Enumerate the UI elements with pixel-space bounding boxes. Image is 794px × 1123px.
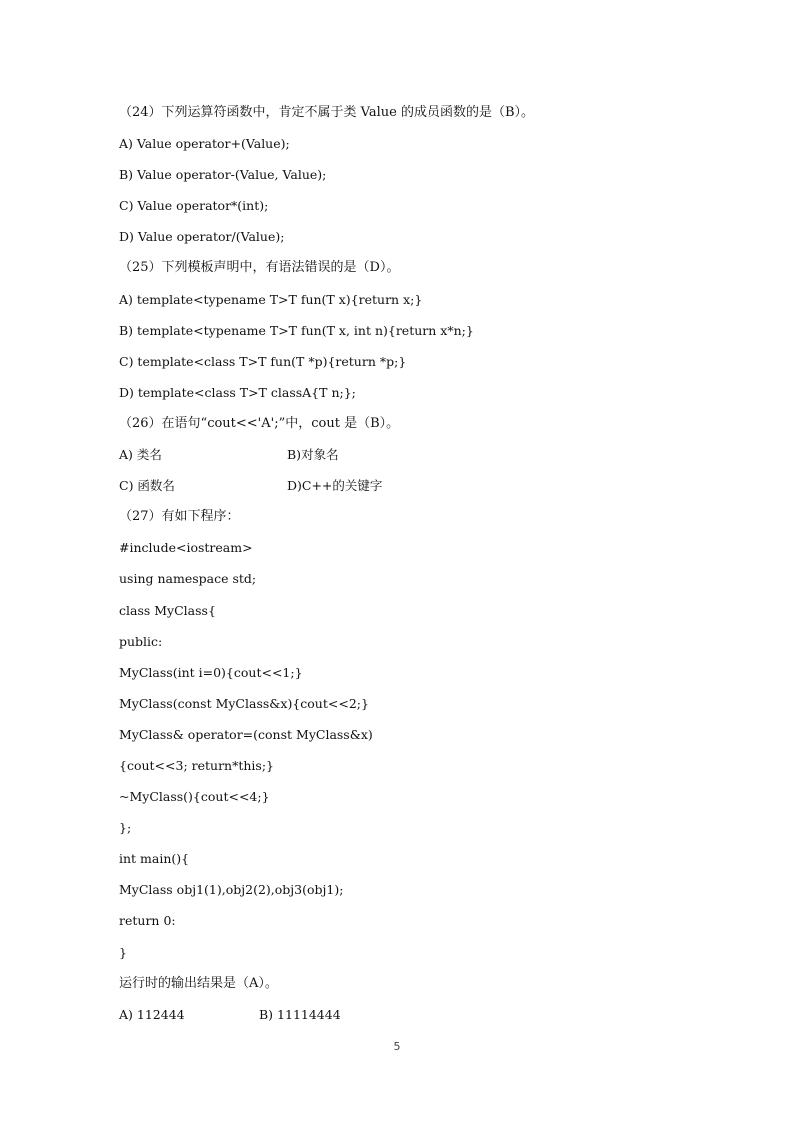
- code-line: using namespace std;: [119, 571, 257, 587]
- question-24-option-a: A) Value operator+(Value);: [119, 136, 290, 152]
- question-26-option-a: A) 类名: [119, 447, 162, 463]
- question-24-title: （24）下列运算符函数中，肯定不属于类 Value 的成员函数的是（B）。: [119, 105, 535, 120]
- code-line: {cout<<3; return*this;}: [119, 757, 275, 773]
- question-27-result-line: 运行时的输出结果是（A）。: [119, 975, 278, 991]
- code-line: public:: [119, 633, 163, 649]
- code-line: };: [119, 820, 132, 836]
- question-26-options-row-1: [119, 444, 759, 475]
- code-line: ~MyClass(){cout<<4;}: [119, 789, 270, 805]
- question-24-option-d: D) Value operator/(Value);: [119, 229, 285, 245]
- question-26-title: （26）在语句“cout<<'A';”中，cout 是（B）。: [119, 415, 400, 431]
- page-content: [119, 102, 759, 1035]
- question-26-option-d: D)C++的关键字: [287, 478, 383, 494]
- question-27-option-a: A) 112444: [119, 1006, 185, 1022]
- code-line: #include<iostream>: [119, 540, 253, 556]
- code-line: return 0:: [119, 913, 176, 929]
- question-24-option-c: C) Value operator*(int);: [119, 198, 269, 214]
- question-26-options-row-2: [119, 475, 759, 506]
- question-27-options-row-1: [119, 1004, 759, 1035]
- question-25-option-c: C) template<class T>T fun(T *p){return *p;}: [119, 353, 407, 369]
- code-line: MyClass obj1(1),obj2(2),obj3(obj1);: [119, 882, 344, 898]
- question-27-title: （27）有如下程序：: [119, 509, 240, 525]
- question-26-option-b: B)对象名: [287, 447, 339, 463]
- question-25-title: （25）下列模板声明中，有语法错误的是（D）。: [119, 260, 400, 276]
- code-line: MyClass& operator=(const MyClass&x): [119, 726, 373, 742]
- question-24-option-b: B) Value operator-(Value, Value);: [119, 167, 327, 183]
- code-line: class MyClass{: [119, 602, 216, 618]
- question-27-option-b: B) 11114444: [259, 1006, 341, 1022]
- question-25-option-d: D) template<class T>T classA{T n;};: [119, 384, 356, 400]
- code-line: int main(){: [119, 851, 190, 867]
- code-line: MyClass(int i=0){cout<<1;}: [119, 664, 303, 680]
- question-26-option-c: C) 函数名: [119, 478, 175, 494]
- code-line: MyClass(const MyClass&x){cout<<2;}: [119, 695, 369, 711]
- page-number: 5: [393, 1040, 401, 1053]
- question-25-option-b: B) template<typename T>T fun(T x, int n){return x*n;}: [119, 322, 474, 338]
- code-line: }: [119, 944, 127, 960]
- question-25-option-a: A) template<typename T>T fun(T x){return x;}: [119, 291, 423, 307]
